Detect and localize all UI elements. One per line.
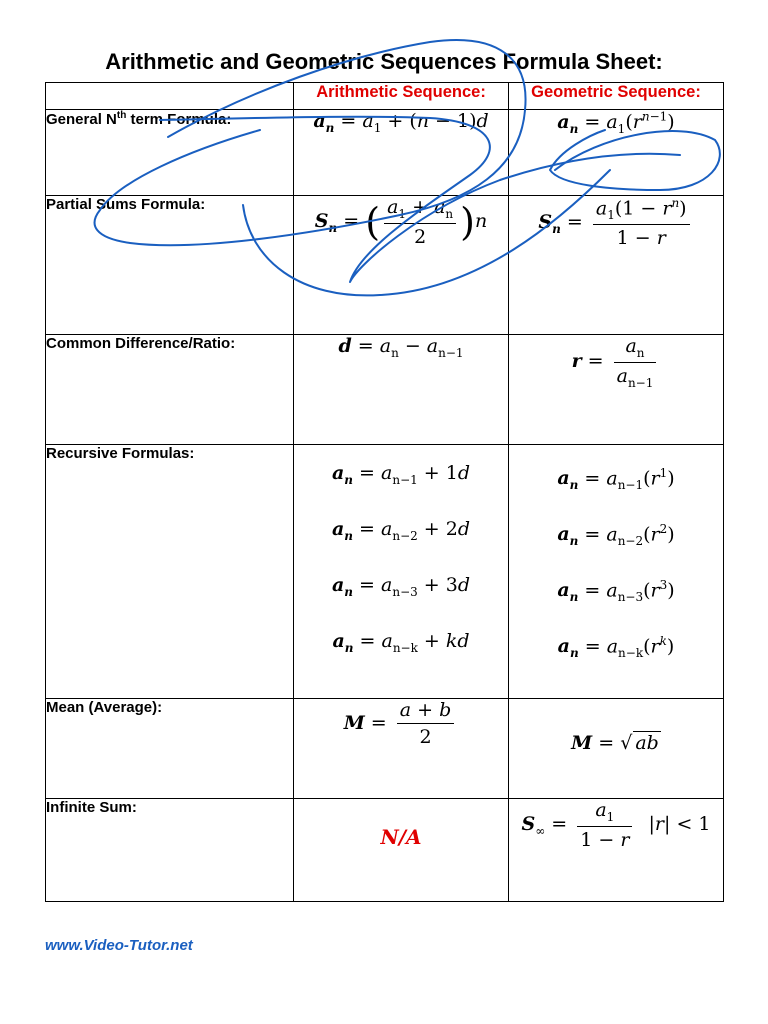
arithmetic-infinite-sum: N/A bbox=[294, 799, 509, 902]
common-ratio-formula: r = $\frac{a_n}{a_{n-1}}$ bbox=[509, 335, 724, 445]
recursive-row bbox=[46, 445, 724, 699]
common-difference-label: Common Difference/Ratio: bbox=[46, 335, 294, 445]
header-row bbox=[46, 83, 724, 110]
geometric-recursive-formulas: $a_n = a_{n-1}(r^1)$ $a_n = a_{n-2}(r^2)$ $a_n = a_{n-3}(r^3)$ $a_n = a_{n-k}(r^k)$ bbox=[509, 445, 724, 699]
recursive-label: Recursive Formulas: bbox=[46, 445, 294, 699]
footer-link[interactable]: www.Video-Tutor.net bbox=[45, 937, 193, 954]
arithmetic-column-header: Arithmetic Sequence: bbox=[294, 83, 509, 110]
infinite-sum-label: Infinite Sum: bbox=[46, 799, 294, 902]
arithmetic-mean-formula: M = $\frac{a + b}{2}$ bbox=[294, 699, 509, 799]
common-difference-row bbox=[46, 335, 724, 445]
infinite-sum-row bbox=[46, 799, 724, 902]
geometric-partial-sums-formula: $S_n$ = $\frac{a_1(1 - r^n)}{1 - r}$ bbox=[509, 196, 724, 335]
mean-row bbox=[46, 699, 724, 799]
mean-label: Mean (Average): bbox=[46, 699, 294, 799]
geometric-mean-formula: M = √ ab bbox=[509, 699, 724, 799]
geometric-column-header: Geometric Sequence: bbox=[509, 83, 724, 110]
arithmetic-nth-term-formula: $a_n = a_1 + (n - 1)d$ bbox=[294, 110, 509, 196]
partial-sums-row bbox=[46, 196, 724, 335]
formula-table bbox=[45, 82, 724, 902]
common-difference-formula: $d = a_n - a_{n-1}$ bbox=[294, 335, 509, 445]
empty-header-cell bbox=[46, 83, 294, 110]
nth-term-label: General $N^{th}$ term Formula: bbox=[46, 110, 294, 196]
nth-term-row bbox=[46, 110, 724, 196]
partial-sums-label: Partial Sums Formula: bbox=[46, 196, 294, 335]
geometric-nth-term-formula: $a_n = a_1(r^{n-1})$ bbox=[509, 110, 724, 196]
geometric-infinite-sum-formula: $S_\infty$ = $\frac{a_1}{1 - r}$ |r| < 1 bbox=[509, 799, 724, 902]
arithmetic-partial-sums-formula: $S_n$ = ( $\frac{a_1 + a_n}{2}$ )n bbox=[294, 196, 509, 335]
page-title: Arithmetic and Geometric Sequences Formula Sheet: bbox=[105, 49, 663, 74]
arithmetic-recursive-formulas: $a_n = a_{n-1} + 1d$ $a_n = a_{n-2} + 2d$ $a_n = a_{n-3} + 3d$ $a_n = a_{n-k}$ + kd bbox=[294, 445, 509, 699]
